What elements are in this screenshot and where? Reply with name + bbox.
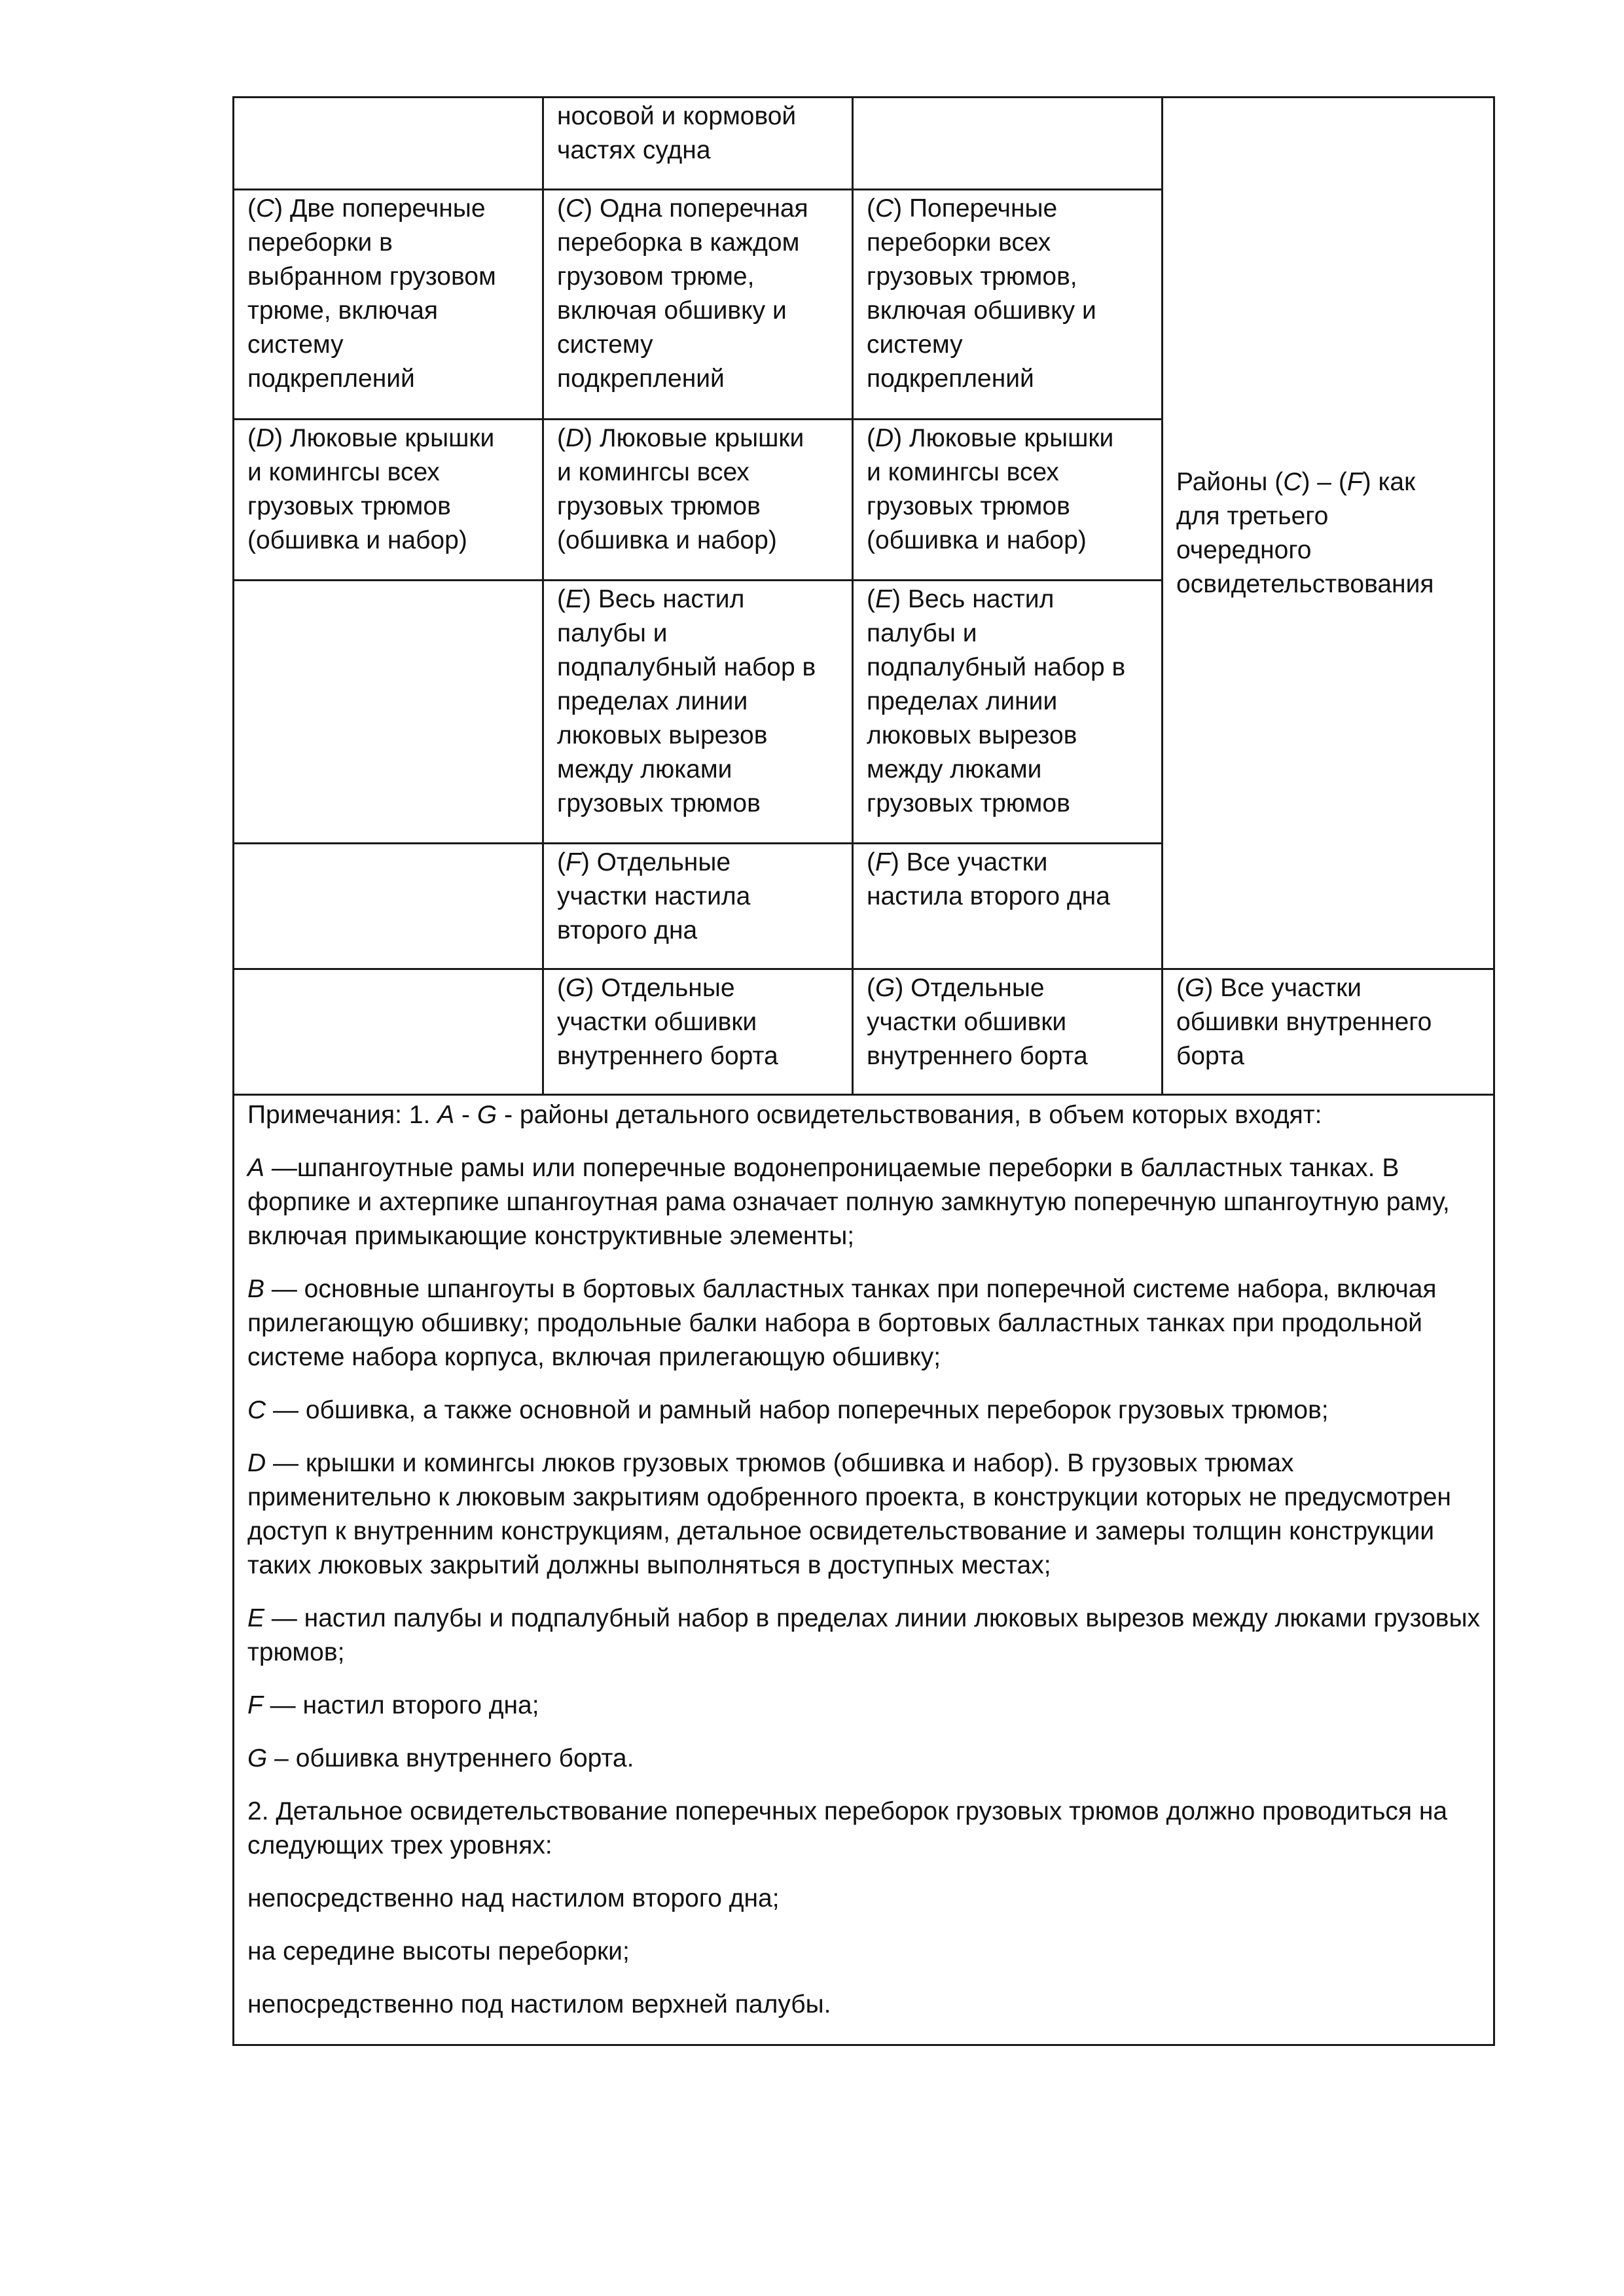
note-item: [247, 1393, 1480, 1427]
cell-text: (E) Весь настил палубы и подпалубный набор в пределах линии люковых вырезов между люками грузовых трюмов: [867, 585, 1126, 817]
level-item: непосредственно под настилом верхней палубы.: [247, 1990, 831, 2018]
notes-dash: -: [454, 1101, 477, 1129]
table-cell: [543, 581, 853, 844]
table-row: [234, 969, 1494, 1095]
table-row: [234, 98, 1494, 190]
level-item: на середине высоты переборки;: [247, 1937, 630, 1965]
area-letter: G: [477, 1101, 497, 1129]
area-letter: D: [247, 1449, 266, 1477]
cell-text: (C) Одна поперечная переборка в каждом грузовом трюме, включая обшивку и систему подкреплений: [557, 194, 808, 393]
table-cell: [234, 844, 543, 969]
note-item: [247, 1602, 1480, 1670]
note-item: [247, 1272, 1480, 1374]
table-cell: [234, 420, 543, 581]
note-item: [247, 1151, 1480, 1253]
cell-text: (D) Люковые крышки и комингсы всех грузовых трюмов (обшивка и набор): [247, 424, 495, 554]
notes-prefix: Примечания: 1.: [247, 1101, 438, 1129]
note-item: [247, 1742, 1480, 1776]
table-cell: [853, 98, 1163, 190]
table-cell: [543, 844, 853, 969]
table-cell: [543, 190, 853, 420]
cell-text: (C) Поперечные переборки всех грузовых трюмов, включая обшивку и систему подкреплений: [867, 194, 1096, 393]
note-text: — крышки и комингсы люков грузовых трюмов (обшивка и набор). В грузовых трюмах применительно к люковым закрытиям одобренного проекта, в конструкции которых не предусмотрен доступ к внутренним конструкциям, детальное освидетельствование и замеры толщин конструкции таких люковых закрытий должны выполняться в доступных местах;: [247, 1449, 1451, 1579]
area-letter: F: [247, 1691, 263, 1719]
cell-text: (G) Все участки обшивки внутреннего борта: [1176, 974, 1432, 1070]
cell-text: (C) Две поперечные переборки в выбранном грузовом трюме, включая систему подкреплений: [247, 194, 496, 393]
table-cell: [853, 969, 1163, 1095]
cell-text: (G) Отдельные участки обшивки внутреннего борта: [867, 974, 1088, 1070]
level-item: непосредственно над настилом второго дна;: [247, 1884, 780, 1912]
note-text: — основные шпангоуты в бортовых балластных танках при поперечной системе набора, включая прилегающую обшивку; продольные балки набора в бортовых балластных танках при продольной системе набора корпуса, включая прилегающую обшивку;: [247, 1275, 1437, 1371]
cell-text: (F) Все участки настила второго дна: [867, 848, 1110, 910]
table-cell: [234, 98, 543, 190]
notes-intro-text: - районы детального освидетельствования, в объем которых входят:: [497, 1101, 1322, 1129]
note-item: [247, 1446, 1480, 1583]
area-letter: C: [247, 1396, 266, 1424]
note-text: – обшивка внутреннего борта.: [267, 1744, 634, 1772]
note-text: —шпангоутные рамы или поперечные водонепроницаемые переборки в балластных танках. В форпике и ахтерпике шпангоутная рама означает полную замкнутую поперечную шпангоутную раму, включая примыкающие конструктивные элементы;: [247, 1154, 1450, 1250]
note-text: — обшивка, а также основной и рамный набор поперечных переборок грузовых трюмов;: [266, 1396, 1329, 1424]
table-cell-merged: [1163, 98, 1494, 969]
notes-cell: [234, 1095, 1494, 2045]
table-cell: [543, 969, 853, 1095]
table-cell: [853, 190, 1163, 420]
area-letter: A: [437, 1101, 455, 1129]
table-cell: [853, 844, 1163, 969]
notes-row: [234, 1095, 1494, 2045]
table-cell: [234, 581, 543, 844]
table-cell: [543, 420, 853, 581]
area-letter: A: [247, 1154, 265, 1182]
note-2: 2. Детальное освидетельствование поперечных переборок грузовых трюмов должно проводиться на следующих трех уровнях:: [247, 1797, 1448, 1859]
note-text: — настил палубы и подпалубный набор в пределах линии люковых вырезов между люками грузовых трюмов;: [247, 1604, 1481, 1666]
table-cell: [853, 420, 1163, 581]
area-letter: E: [247, 1604, 265, 1632]
table-cell: [234, 969, 543, 1095]
cell-text: (D) Люковые крышки и комингсы всех грузовых трюмов (обшивка и набор): [867, 424, 1114, 554]
note-item: [247, 1689, 1480, 1723]
cell-text: Районы (C) – (F) как для третьего очередного освидетельствования: [1176, 467, 1434, 598]
cell-text: (G) Отдельные участки обшивки внутреннего борта: [557, 974, 778, 1070]
table-cell: [234, 190, 543, 420]
notes-intro: [247, 1098, 1480, 1132]
note-text: — настил второго дна;: [262, 1691, 539, 1719]
table-cell: [1163, 969, 1494, 1095]
cell-text: (E) Весь настил палубы и подпалубный набор в пределах линии люковых вырезов между люками грузовых трюмов: [557, 585, 816, 817]
table-cell: [853, 581, 1163, 844]
cell-text: (F) Отдельные участки настила второго дна: [557, 848, 751, 944]
area-letter: B: [247, 1275, 265, 1303]
cell-text: (D) Люковые крышки и комингсы всех грузовых трюмов (обшивка и набор): [557, 424, 804, 554]
survey-areas-table: [232, 96, 1495, 2046]
cell-text: носовой и кормовой частях судна: [557, 102, 797, 164]
table-cell: [543, 98, 853, 190]
area-letter: G: [247, 1744, 268, 1772]
